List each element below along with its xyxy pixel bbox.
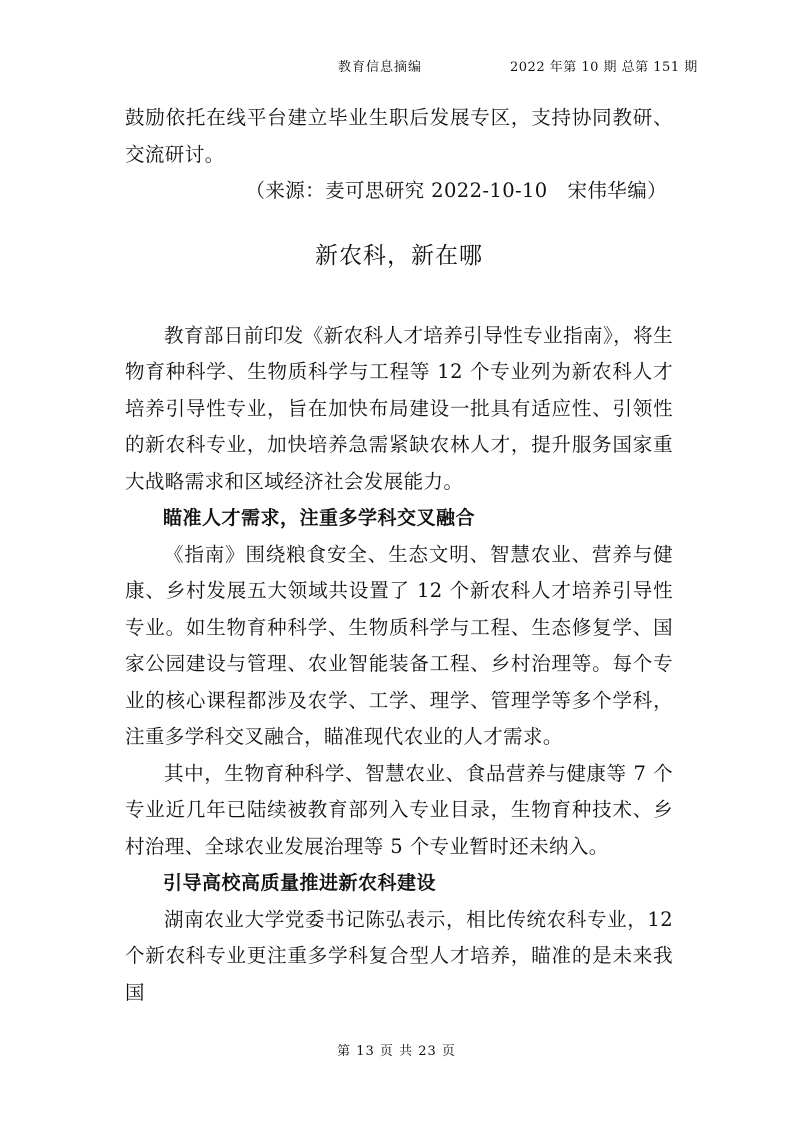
intro-paragraph: 教育部日前印发《新农科人才培养引导性专业指南》，将生物育种科学、生物质科学与工程等 12 个专业列为新农科人才培养引导性专业，旨在加快布局建设一批具有适应性、引领性的新农科专业，加快培养急需紧缺农林人才，提升服务国家重大战略需求和区域经济社会发展能力。 <box>125 323 673 493</box>
page-header <box>0 56 793 76</box>
publication-name: 教育信息摘编 <box>338 60 423 75</box>
section2-paragraph-1: 湖南农业大学党委书记陈弘表示，相比传统农科专业，12 个新农科专业更注重多学科复合型人才培养，瞄准的是未来我国 <box>125 907 673 1004</box>
section1-paragraph-2: 其中，生物育种科学、智慧农业、食品营养与健康等 7 个专业近几年已陆续被教育部列入专业目录，生物育种技术、乡村治理、全球农业发展治理等 5 个专业暂时还未纳入。 <box>125 761 673 858</box>
article-title: 新农科，新在哪 <box>315 242 483 269</box>
continuation-paragraph: 鼓励依托在线平台建立毕业生职后发展专区，支持协同教研、交流研讨。 <box>125 106 673 166</box>
section-heading-guide-universities: 引导高校高质量推进新农科建设 <box>163 872 437 894</box>
page-footer: 第 13 页 共 23 页 <box>337 1044 456 1059</box>
source-citation: （来源：麦可思研究 2022-10-10 宋伟华编） <box>245 179 667 202</box>
section1-paragraph-1: 《指南》围绕粮食安全、生态文明、智慧农业、营养与健康、乡村发展五大领域共设置了 12 个新农科人才培养引导性专业。如生物育种科学、生物质科学与工程、生态修复学、国家公园建设与管理、农业智能装备工程、乡村治理等。每个专业的核心课程都涉及农学、工学、理学、管理学等多个学科，注重多学科交叉融合，瞄准现代农业的人才需求。 <box>125 542 673 748</box>
page-content <box>125 100 673 1011</box>
issue-number: 2022 年第 10 期 总第 151 期 <box>510 60 698 75</box>
section-heading-talent-needs: 瞄准人才需求，注重多学科交叉融合 <box>163 507 476 529</box>
